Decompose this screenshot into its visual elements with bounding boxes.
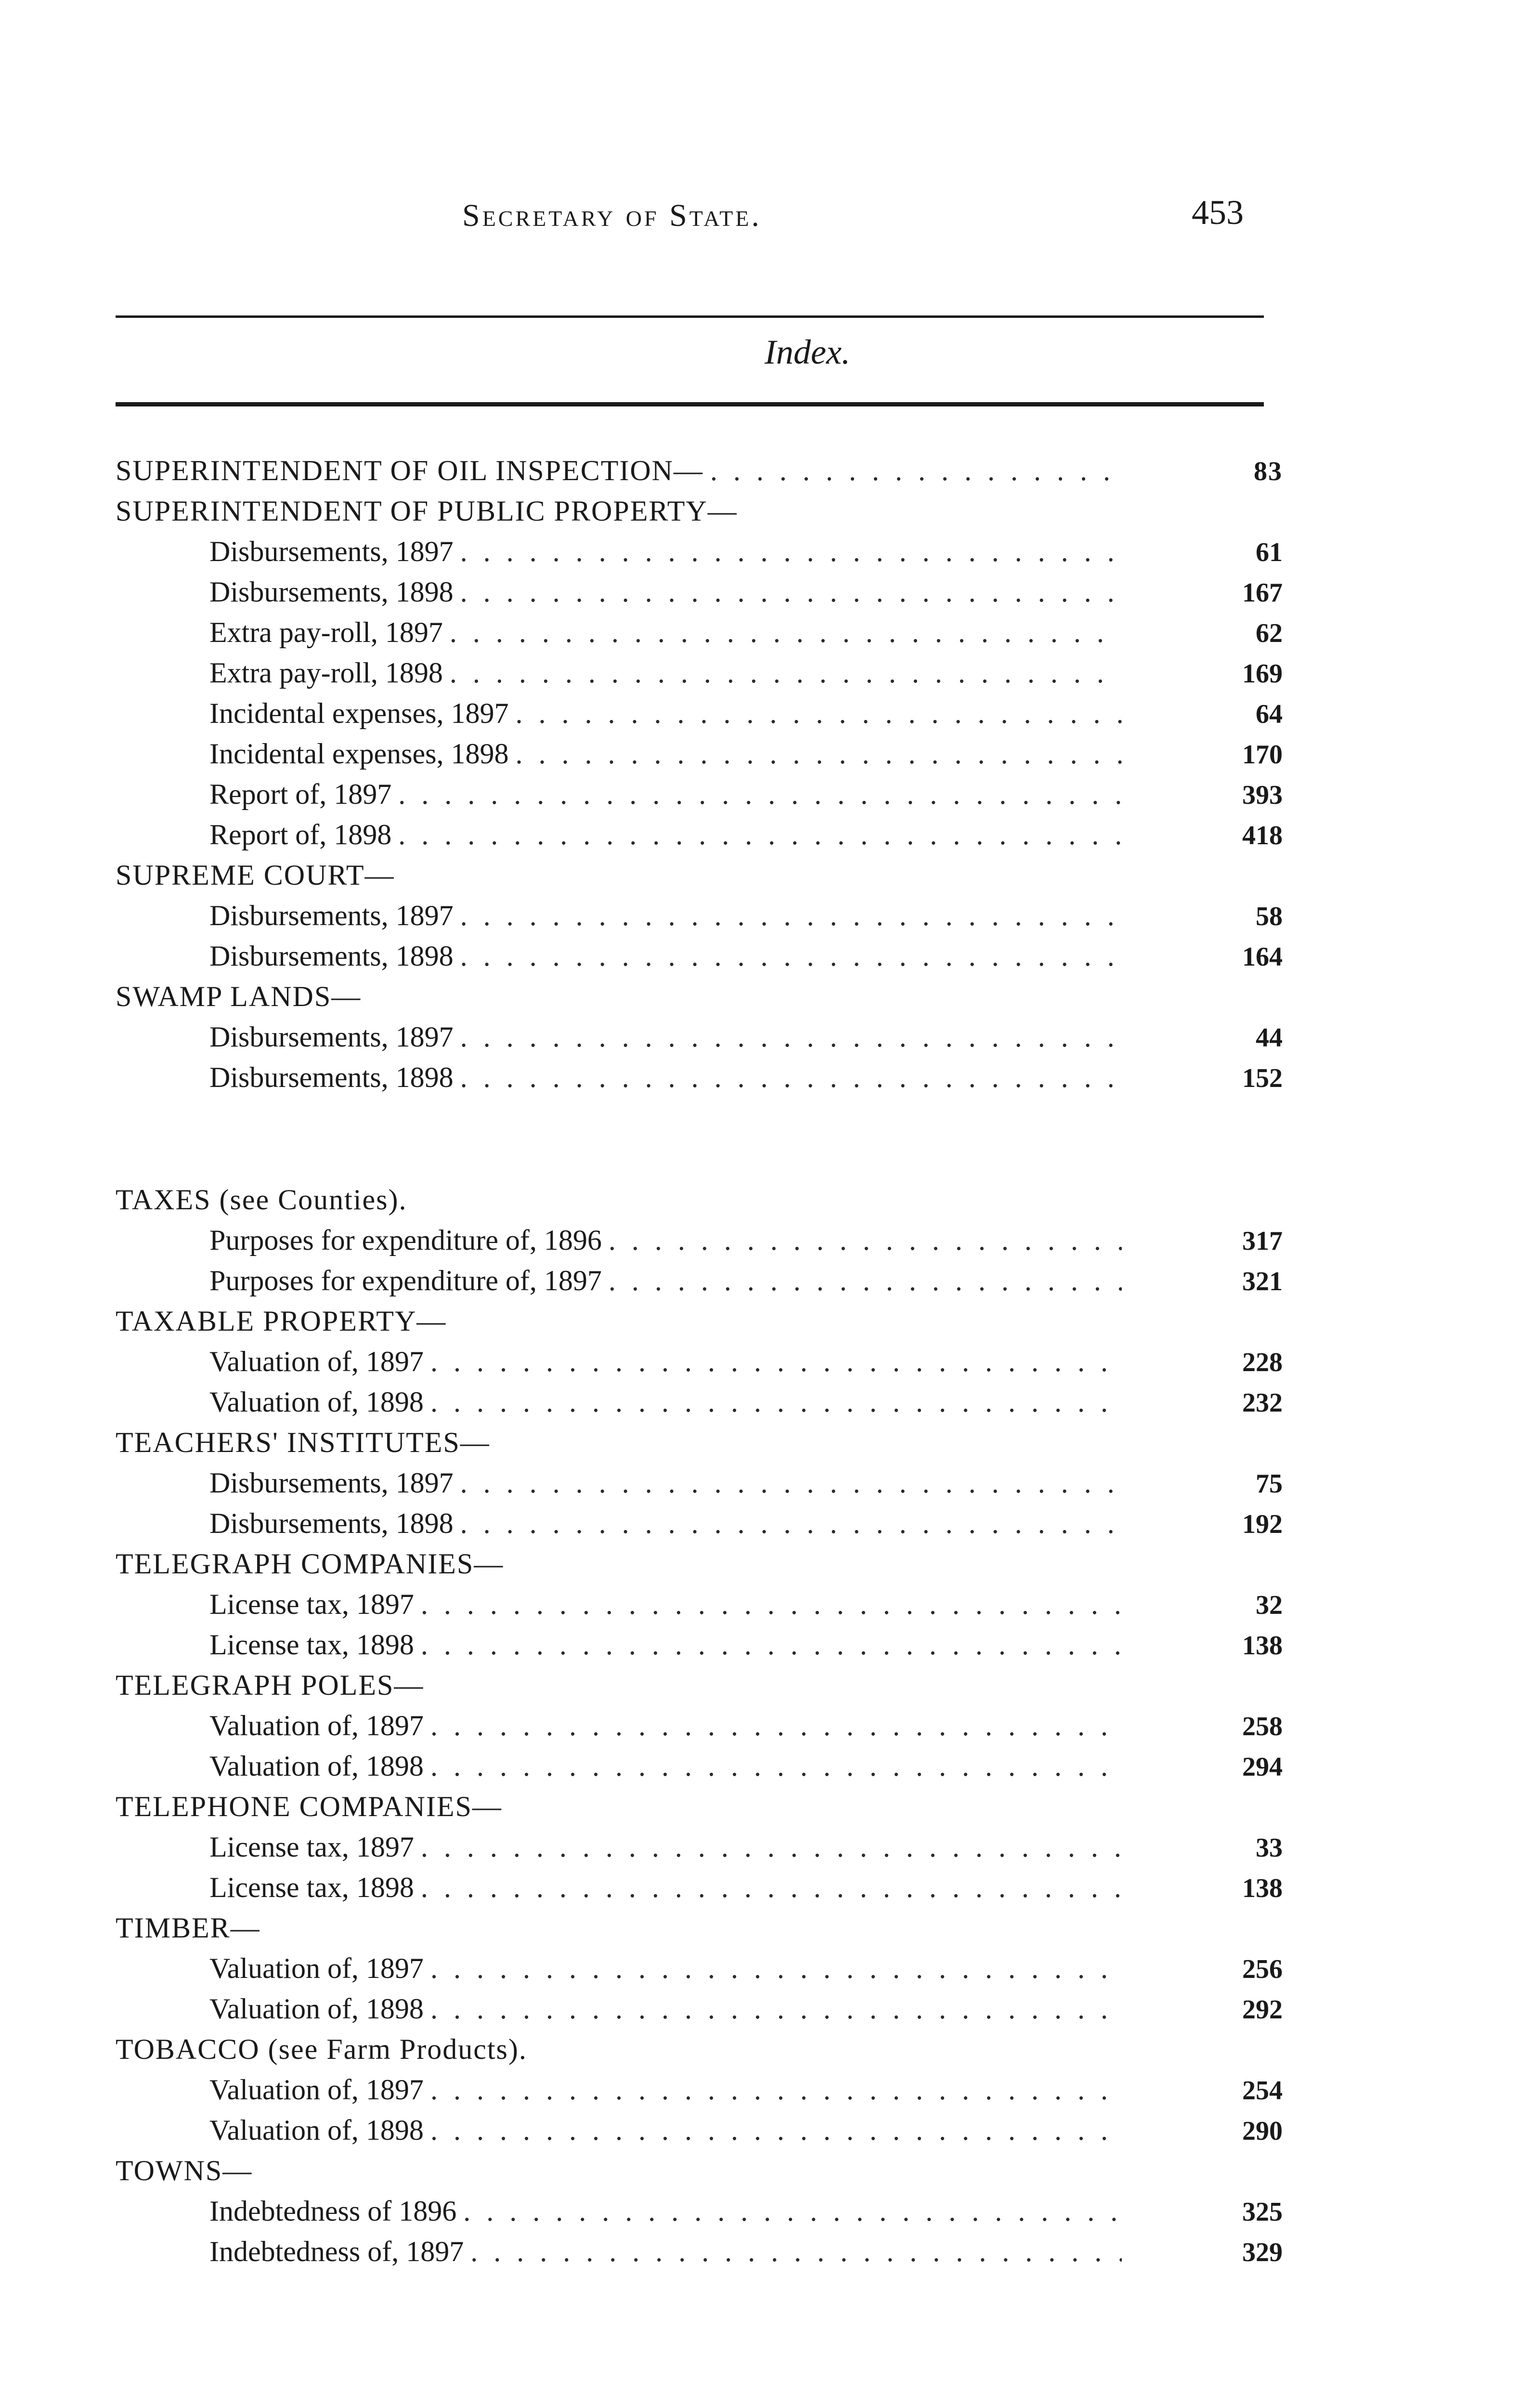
index-entry: [0, 2069, 1533, 2110]
dot-leader: [450, 653, 1122, 693]
index-heading: [0, 976, 1533, 1017]
dot-leader: [470, 2231, 1122, 2272]
index-entry-label: Disbursements, 1897: [209, 536, 454, 567]
index-entry: [0, 1341, 1533, 1382]
index-entry-label: Incidental expenses, 1897: [209, 697, 509, 729]
dot-leader: [515, 733, 1122, 774]
index-group: [0, 1301, 1533, 1422]
dot-leader: [430, 1382, 1122, 1422]
index-entry: [0, 1746, 1533, 1786]
page-header: [0, 188, 1533, 246]
dot-leader: [421, 1624, 1122, 1665]
dot-leader: [430, 1989, 1122, 2029]
running-title: Secretary of State.: [462, 198, 762, 233]
index-heading-label: TELEGRAPH POLES—: [116, 1669, 424, 1701]
index-heading-label: TEACHERS' INSTITUTES—: [116, 1426, 490, 1458]
index-entry: [0, 1260, 1533, 1301]
index-heading: [0, 855, 1533, 895]
index-entry: [0, 1220, 1533, 1260]
index-page-number: 329: [1242, 2238, 1283, 2267]
index-heading-label: SUPERINTENDENT OF PUBLIC PROPERTY—: [116, 495, 738, 527]
index-page-number: 58: [1256, 902, 1283, 931]
index-entry-label: Disbursements, 1897: [209, 1467, 454, 1499]
index-entry: [0, 1057, 1533, 1098]
index-heading: [0, 1179, 1533, 1220]
index-group: [0, 491, 1533, 855]
index-entry-label: Report of, 1897: [209, 778, 392, 810]
index-heading: [0, 1301, 1533, 1341]
index-entry: [0, 531, 1533, 572]
index-page-number: 317: [1242, 1226, 1283, 1256]
top-rule: [116, 315, 1264, 318]
index-entry-label: Valuation of, 1898: [209, 2114, 424, 2146]
section-gap: [0, 1098, 1533, 1179]
index-page-number: 325: [1242, 2197, 1283, 2227]
index-heading-label: SUPERINTENDENT OF OIL INSPECTION—: [116, 455, 703, 486]
index-page-number: 138: [1242, 1631, 1283, 1661]
index-page-number: 33: [1256, 1833, 1283, 1863]
dot-leader: [460, 1463, 1122, 1503]
index-entry: [0, 1867, 1533, 1908]
index-page-number: 64: [1256, 699, 1283, 729]
dot-leader: [430, 2069, 1122, 2110]
index-heading: [0, 1665, 1533, 1705]
index-group: [0, 1544, 1533, 1665]
index-entry-label: Valuation of, 1897: [209, 2074, 424, 2106]
index-entry-label: License tax, 1898: [209, 1629, 414, 1661]
dot-leader: [421, 1867, 1122, 1908]
index-group: [0, 2150, 1533, 2272]
index-entry-label: Purposes for expenditure of, 1896: [209, 1224, 602, 1256]
index-group: [0, 2029, 1533, 2150]
index-group: [0, 1786, 1533, 1908]
dot-leader: [460, 1057, 1122, 1098]
index-group: [0, 1422, 1533, 1544]
index-group: [0, 976, 1533, 1098]
dot-leader: [460, 1503, 1122, 1544]
index-heading: [0, 2150, 1533, 2191]
index-page-number: 232: [1242, 1388, 1283, 1418]
index-heading: [0, 2029, 1533, 2069]
index-entry-label: Valuation of, 1898: [209, 1750, 424, 1782]
dot-leader: [710, 450, 1122, 491]
index-heading: [0, 450, 1533, 491]
index-entry: [0, 936, 1533, 976]
index-page-number: 256: [1242, 1954, 1283, 1984]
index-entry: [0, 2191, 1533, 2231]
index-heading-label: TELEGRAPH COMPANIES—: [116, 1548, 504, 1580]
index-group: [0, 450, 1533, 491]
index-page-number: 167: [1242, 578, 1283, 608]
index-heading-label: SWAMP LANDS—: [116, 981, 362, 1012]
index-group: [0, 1179, 1533, 1301]
dot-leader: [398, 774, 1122, 814]
index-entry: [0, 895, 1533, 936]
index-group: [0, 855, 1533, 976]
index-entry-label: Report of, 1898: [209, 819, 392, 851]
index-page-number: 418: [1242, 821, 1283, 851]
dot-leader: [430, 1948, 1122, 1989]
index-entry-label: Purposes for expenditure of, 1897: [209, 1265, 602, 1296]
index-page-number: 170: [1242, 740, 1283, 770]
index-page-number: 321: [1242, 1267, 1283, 1296]
index-entry-label: Incidental expenses, 1898: [209, 738, 509, 770]
dot-leader: [421, 1827, 1122, 1867]
index-entry: [0, 2231, 1533, 2272]
index-entry-label: License tax, 1897: [209, 1831, 414, 1863]
index-entry: [0, 1989, 1533, 2029]
dot-leader: [430, 1705, 1122, 1746]
dot-leader: [609, 1220, 1122, 1260]
index-entry: [0, 774, 1533, 814]
index-entry-label: Valuation of, 1898: [209, 1386, 424, 1418]
dot-leader: [460, 1017, 1122, 1057]
index-entry-label: Disbursements, 1898: [209, 940, 454, 972]
index-page-number: 258: [1242, 1712, 1283, 1741]
index-page-number: 393: [1242, 780, 1283, 810]
index-page-number: 152: [1242, 1063, 1283, 1093]
index-entry: [0, 1017, 1533, 1057]
index-entry: [0, 1503, 1533, 1544]
dot-leader: [430, 2110, 1122, 2150]
index-entry: [0, 1382, 1533, 1422]
index-entry-label: License tax, 1898: [209, 1871, 414, 1903]
index-group: [0, 1908, 1533, 2029]
index-entry-label: Indebtedness of 1896: [209, 2195, 457, 2227]
index-entry: [0, 2110, 1533, 2150]
index-entry: [0, 814, 1533, 855]
index-page-number: 294: [1242, 1752, 1283, 1782]
index-heading-label: TAXES (see Counties).: [116, 1184, 407, 1216]
index-entry-label: Indebtedness of, 1897: [209, 2236, 464, 2267]
index-page-number: 32: [1256, 1590, 1283, 1620]
dot-leader: [460, 531, 1122, 572]
index-entry-label: Extra pay-roll, 1898: [209, 657, 443, 689]
index-page-number: 169: [1242, 659, 1283, 689]
index-entry: [0, 1584, 1533, 1624]
index-entry: [0, 653, 1533, 693]
index-entry: [0, 1705, 1533, 1746]
index-heading: [0, 491, 1533, 531]
index-entry-label: Extra pay-roll, 1897: [209, 616, 443, 648]
index-entry-label: Valuation of, 1897: [209, 1952, 424, 1984]
dot-leader: [609, 1260, 1122, 1301]
index-heading-label: SUPREME COURT—: [116, 859, 395, 891]
dot-leader: [430, 1746, 1122, 1786]
dot-leader: [430, 1341, 1122, 1382]
index-list: [0, 450, 1533, 2272]
index-entry: [0, 1624, 1533, 1665]
index-heading: [0, 1544, 1533, 1584]
index-page-number: 138: [1242, 1873, 1283, 1903]
index-entry-label: Valuation of, 1898: [209, 1993, 424, 2025]
index-entry-label: Disbursements, 1897: [209, 900, 454, 931]
index-entry: [0, 1463, 1533, 1503]
index-page-number: 44: [1256, 1023, 1283, 1053]
index-entry-label: Disbursements, 1898: [209, 1061, 454, 1093]
index-entry-label: Disbursements, 1897: [209, 1021, 454, 1053]
page-number: 453: [1192, 193, 1244, 232]
index-entry-label: License tax, 1897: [209, 1588, 414, 1620]
index-entry: [0, 572, 1533, 612]
index-page-number: 254: [1242, 2076, 1283, 2106]
dot-leader: [515, 693, 1122, 733]
index-page-number: 62: [1256, 618, 1283, 648]
dot-leader: [463, 2191, 1122, 2231]
index-heading-label: TOBACCO (see Farm Products).: [116, 2033, 527, 2065]
index-entry-label: Disbursements, 1898: [209, 576, 454, 608]
index-entry: [0, 1827, 1533, 1867]
index-entry: [0, 612, 1533, 653]
index-page-number: 292: [1242, 1995, 1283, 2025]
index-entry: [0, 733, 1533, 774]
index-page-number: 83: [1254, 457, 1283, 486]
index-group: [0, 1665, 1533, 1786]
index-heading: [0, 1422, 1533, 1463]
dot-leader: [460, 572, 1122, 612]
index-heading-label: TELEPHONE COMPANIES—: [116, 1791, 502, 1822]
section-title: Index.: [765, 333, 850, 371]
index-heading: [0, 1786, 1533, 1827]
bottom-rule: [116, 402, 1264, 406]
index-page-number: 228: [1242, 1348, 1283, 1377]
index-entry-label: Disbursements, 1898: [209, 1507, 454, 1539]
index-entry-label: Valuation of, 1897: [209, 1710, 424, 1741]
dot-leader: [398, 814, 1122, 855]
index-page-number: 75: [1256, 1469, 1283, 1499]
index-entry-label: Valuation of, 1897: [209, 1346, 424, 1377]
index-heading: [0, 1908, 1533, 1948]
index-heading-label: TAXABLE PROPERTY—: [116, 1305, 447, 1337]
index-heading-label: TIMBER—: [116, 1912, 260, 1944]
index-page-number: 290: [1242, 2116, 1283, 2146]
dot-leader: [460, 895, 1122, 936]
dot-leader: [421, 1584, 1122, 1624]
dot-leader: [460, 936, 1122, 976]
dot-leader: [450, 612, 1122, 653]
index-heading-label: TOWNS—: [116, 2155, 253, 2186]
index-page-number: 192: [1242, 1509, 1283, 1539]
index-entry: [0, 1948, 1533, 1989]
index-page-number: 61: [1256, 537, 1283, 567]
index-page-number: 164: [1242, 942, 1283, 972]
index-entry: [0, 693, 1533, 733]
